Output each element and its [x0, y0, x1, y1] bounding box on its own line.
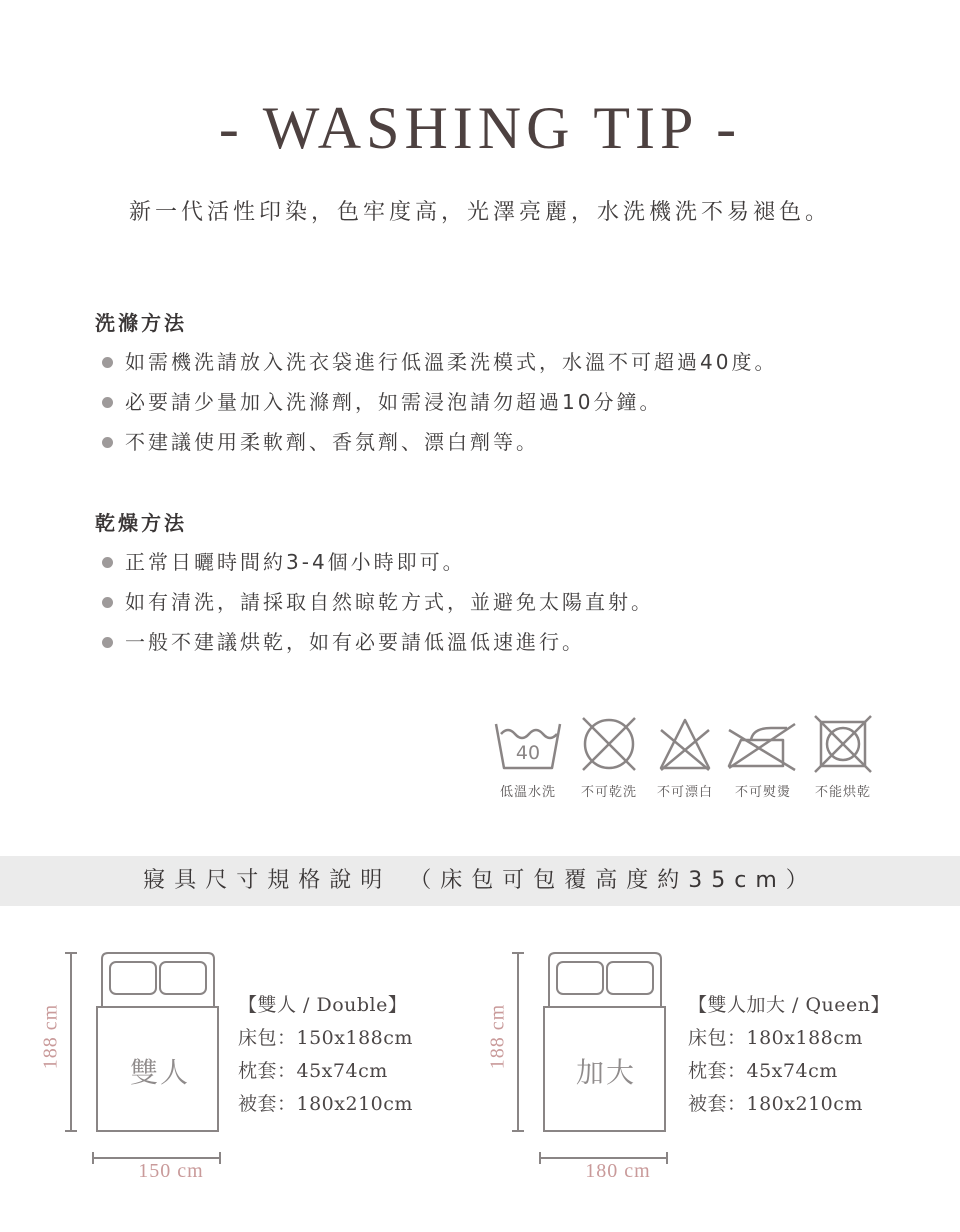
- spec-line: 被套：180x210cm: [238, 1093, 413, 1115]
- list-item: 必要請少量加入洗滌劑，如需浸泡請勿超過10分鐘。: [98, 382, 777, 422]
- washing-list: [98, 342, 777, 462]
- care-label: 不可熨燙: [734, 785, 791, 800]
- bed-name: 雙人: [129, 1056, 190, 1089]
- drying-list: [98, 542, 654, 662]
- no-bleach-icon: [647, 712, 723, 776]
- care-label: 不能烘乾: [814, 785, 871, 800]
- care-label: 不可乾洗: [580, 785, 637, 800]
- wash-40-icon: [490, 712, 566, 776]
- bed-width-label: 150 cm: [138, 1160, 204, 1182]
- spec-title: 【雙人 / Double】: [238, 994, 408, 1016]
- svg-text:40: 40: [515, 742, 541, 764]
- list-item: 一般不建議烘乾，如有必要請低溫低速進行。: [98, 622, 654, 662]
- washing-section-title: 洗滌方法: [95, 311, 187, 335]
- page-title: - WASHING TIP -: [218, 95, 742, 161]
- list-item: 不建議使用柔軟劑、香氛劑、漂白劑等。: [98, 422, 777, 462]
- drying-section-title: 乾燥方法: [95, 511, 187, 535]
- list-item: 如需機洗請放入洗衣袋進行低溫柔洗模式，水溫不可超過40度。: [98, 342, 777, 382]
- spec-line: 床包：150x188cm: [238, 1027, 413, 1049]
- size-section-title: 寢具尺寸規格說明: [143, 868, 392, 893]
- spec-title: 【雙人加大 / Queen】: [688, 994, 891, 1016]
- spec-line: 枕套：45x74cm: [688, 1060, 838, 1082]
- care-label: 不可漂白: [656, 785, 713, 800]
- list-item: 如有清洗，請採取自然晾乾方式，並避免太陽直射。: [98, 582, 654, 622]
- spec-line: 枕套：45x74cm: [238, 1060, 388, 1082]
- bed-spec-queen: [688, 989, 890, 1121]
- page-subtitle: 新一代活性印染，色牢度高，光澤亮麗，水洗機洗不易褪色。: [128, 200, 831, 225]
- bed-name: 加大: [575, 1056, 636, 1089]
- no-dry-clean-icon: [571, 712, 647, 776]
- size-section-header: [0, 856, 960, 906]
- size-section-note: （床包可包覆高度約35cm）: [409, 868, 817, 893]
- bed-height-label: 188 cm: [486, 1003, 509, 1070]
- spec-line: 被套：180x210cm: [688, 1093, 863, 1115]
- bed-width-label: 180 cm: [585, 1160, 651, 1182]
- no-tumble-dry-icon: [805, 712, 881, 776]
- no-iron-icon: [725, 712, 801, 776]
- list-item: 正常日曬時間約3-4個小時即可。: [98, 542, 654, 582]
- bed-height-label: 188 cm: [39, 1003, 62, 1070]
- care-label: 低溫水洗: [499, 785, 556, 800]
- bed-spec-double: [238, 989, 413, 1121]
- spec-line: 床包：180x188cm: [688, 1027, 863, 1049]
